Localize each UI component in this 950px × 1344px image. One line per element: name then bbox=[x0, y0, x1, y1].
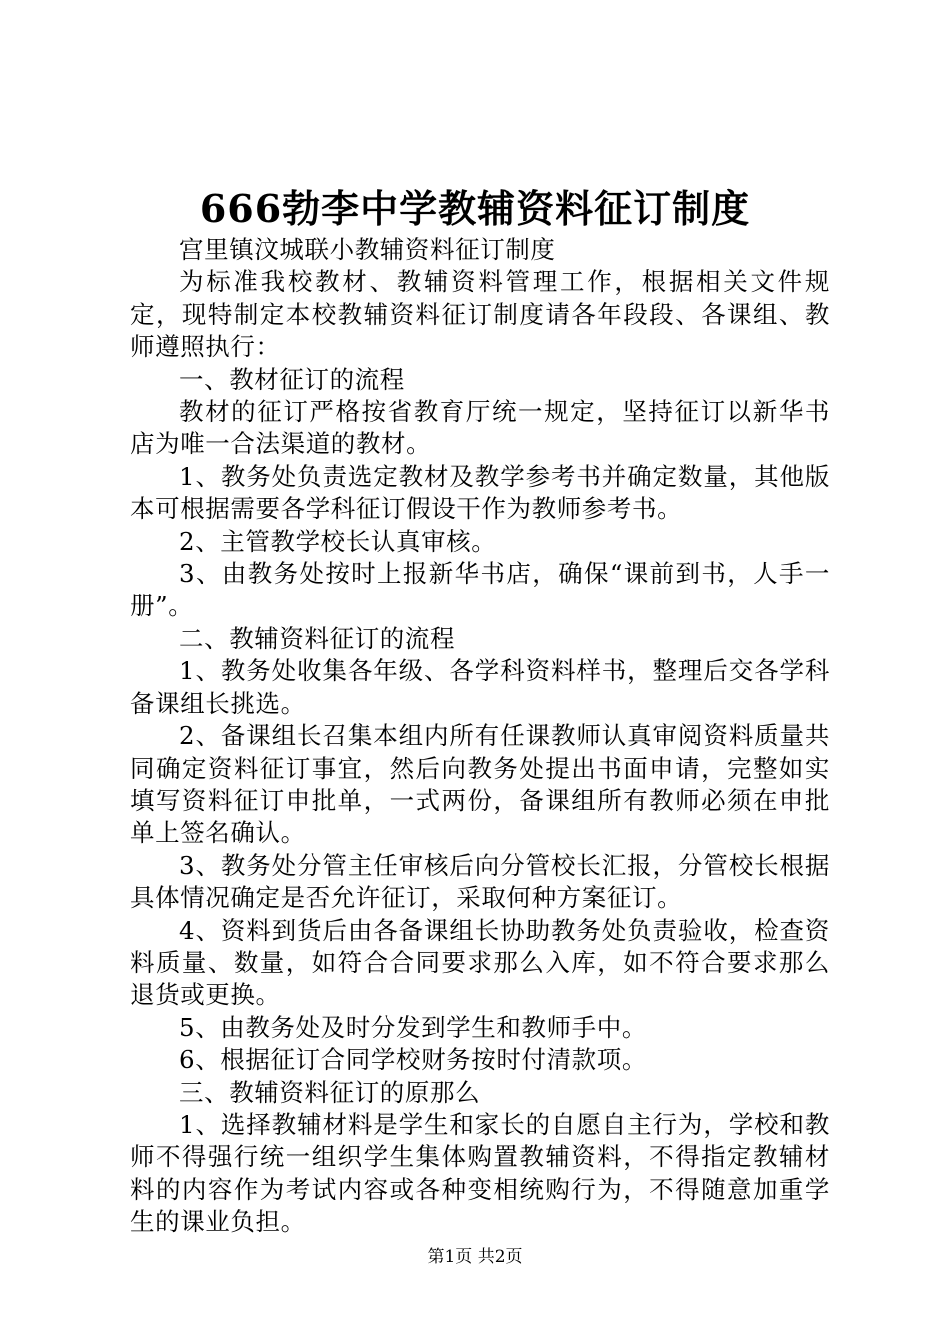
paragraph: 3、由教务处按时上报新华书店，确保“课前到书，人手一册”。 bbox=[130, 559, 830, 621]
paragraph: 1、教务处收集各年级、各学科资料样书，整理后交各学科备课组长挑选。 bbox=[130, 656, 830, 718]
section-heading: 一、教材征订的流程 bbox=[179, 364, 405, 394]
document-body bbox=[130, 234, 830, 1239]
paragraph: 3、教务处分管主任审核后向分管校长汇报，分管校长根据具体情况确定是否允许征订，采取何种方案征订。 bbox=[130, 850, 830, 913]
paragraph: 4、资料到货后由各备课组长协助教务处负责验收，检查资料质量、数量，如符合合同要求那么入库，如不符合要求那么退货或更换。 bbox=[130, 915, 830, 1010]
page-footer: 第1页 共2页 bbox=[427, 1247, 523, 1267]
paragraph: 宫里镇汶城联小教辅资料征订制度 bbox=[179, 235, 556, 264]
paragraph: 1、选择教辅材料是学生和家长的自愿自主行为，学校和教师不得强行统一组织学生集体购置教辅资料，不得指定教辅材料的内容作为考试内容或各种变相统购行为，不得随意加重学生的课业负担。 bbox=[130, 1109, 830, 1237]
paragraph: 6、根据征订合同学校财务按时付清款项。 bbox=[179, 1045, 647, 1075]
paragraph: 1、教务处负责选定教材及教学参考书并确定数量，其他版本可根据需要各学科征订假设干作为教师参考书。 bbox=[130, 461, 830, 524]
document-title: 666勃李中学教辅资料征订制度 bbox=[199, 186, 751, 231]
paragraph: 教材的征订严格按省教育厅统一规定，坚持征订以新华书店为唯一合法渠道的教材。 bbox=[130, 397, 830, 459]
section-heading: 三、教辅资料征订的原那么 bbox=[179, 1077, 481, 1107]
paragraph: 5、由教务处及时分发到学生和教师手中。 bbox=[179, 1012, 647, 1042]
paragraph: 2、主管教学校长认真审核。 bbox=[179, 526, 497, 556]
section-heading: 二、教辅资料征订的流程 bbox=[179, 623, 456, 653]
paragraph: 2、备课组长召集本组内所有任课教师认真审阅资料质量共同确定资料征订事宜，然后向教务处提出书面申请，完整如实填写资料征订申批单，一式两份，备课组所有教师必须在申批单上签名确认。 bbox=[130, 721, 830, 848]
paragraph: 为标准我校教材、教辅资料管理工作，根据相关文件规定，现特制定本校教辅资料征订制度请各年段段、各课组、教师遵照执行： bbox=[130, 267, 830, 362]
